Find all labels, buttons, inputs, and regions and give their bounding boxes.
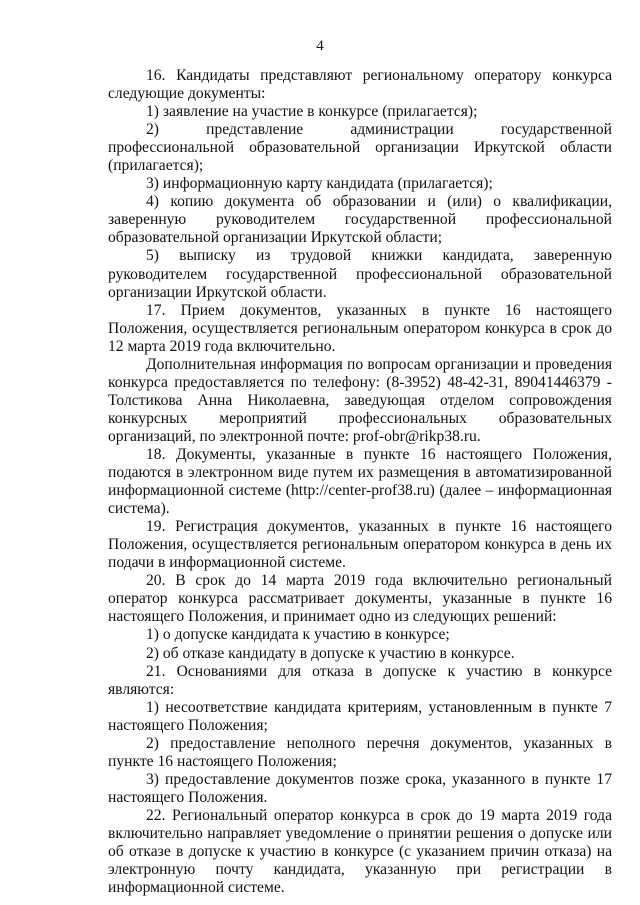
paragraph-16-item-4: 4) копию документа об образовании и (или) о квалификации, заверенную руководителем государственной профессиональной образовательной организации Иркутской области; xyxy=(108,193,612,247)
paragraph-18: 18. Документы, указанные в пункте 16 настоящего Положения, подаются в электронном виде путем их размещения в автоматизированной информационной системе (http://center-prof38.ru) (далее – информационная система). xyxy=(108,445,612,518)
paragraph-16-item-5: 5) выписку из трудовой книжки кандидата, заверенную руководителем государственной профессиональной образовательной организации Иркутской области. xyxy=(108,247,612,301)
paragraph-20-item-2: 2) об отказе кандидату в допуске к участию в конкурсе. xyxy=(146,644,515,662)
paragraph-22: 22. Региональный оператор конкурса в срок до 19 марта 2019 года включительно направляет уведомление о принятии решения о допуске или об отказе в допуске к участию в конкурсе (с указанием причин отказа) на электронную почту кандидата, указанную при регистрации в информационной системе. xyxy=(108,806,612,897)
paragraph-21-item-1: 1) несоответствие кандидата критериям, установленным в пункте 7 настоящего Положения; xyxy=(108,698,612,734)
paragraph-16-item-1: 1) заявление на участие в конкурсе (прилагается); xyxy=(146,103,478,121)
paragraph-16-item-2: 2) представление администрации государственной профессиональной образовательной организации Иркутской области (прилагается); xyxy=(108,121,612,175)
document-body xyxy=(108,67,612,897)
paragraph-21-intro: 21. Основаниями для отказа в допуске к участию в конкурсе являются: xyxy=(108,662,612,698)
paragraph-21-item-2: 2) предоставление неполного перечня документов, указанных в пункте 16 настоящего Положения; xyxy=(108,734,612,770)
paragraph-16-item-3: 3) информационную карту кандидата (прилагается); xyxy=(146,175,493,193)
paragraph-16-intro: 16. Кандидаты представляют региональному оператору конкурса следующие документы: xyxy=(108,67,612,103)
paragraph-additional-info: Дополнительная информация по вопросам организации и проведения конкурса предоставляется по телефону: (8-3952) 48-42-31, 89041446379 - Толстикова Анна Николаевна, заведующая отделом сопровождения конкурсных мероприятий профессиональных образовательных организаций, по электронной почте: prof-obr@rikp38.ru. xyxy=(108,355,612,445)
paragraph-19: 19. Регистрация документов, указанных в пункте 16 настоящего Положения, осуществляется региональным оператором конкурса в день их подачи в информационной системе. xyxy=(108,518,612,572)
page-number: 4 xyxy=(316,38,324,54)
paragraph-17: 17. Прием документов, указанных в пункте 16 настоящего Положения, осуществляется региональным оператором конкурса в срок до 12 марта 2019 года включительно. xyxy=(108,301,612,355)
paragraph-20-intro: 20. В срок до 14 марта 2019 года включительно региональный оператор конкурса рассматривает документы, указанные в пункте 16 настоящего Положения, и принимает одно из следующих решений: xyxy=(108,572,612,626)
paragraph-20-item-1: 1) о допуске кандидата к участию в конкурсе; xyxy=(146,626,450,644)
paragraph-21-item-3: 3) предоставление документов позже срока, указанного в пункте 17 настоящего Положения. xyxy=(108,770,612,806)
